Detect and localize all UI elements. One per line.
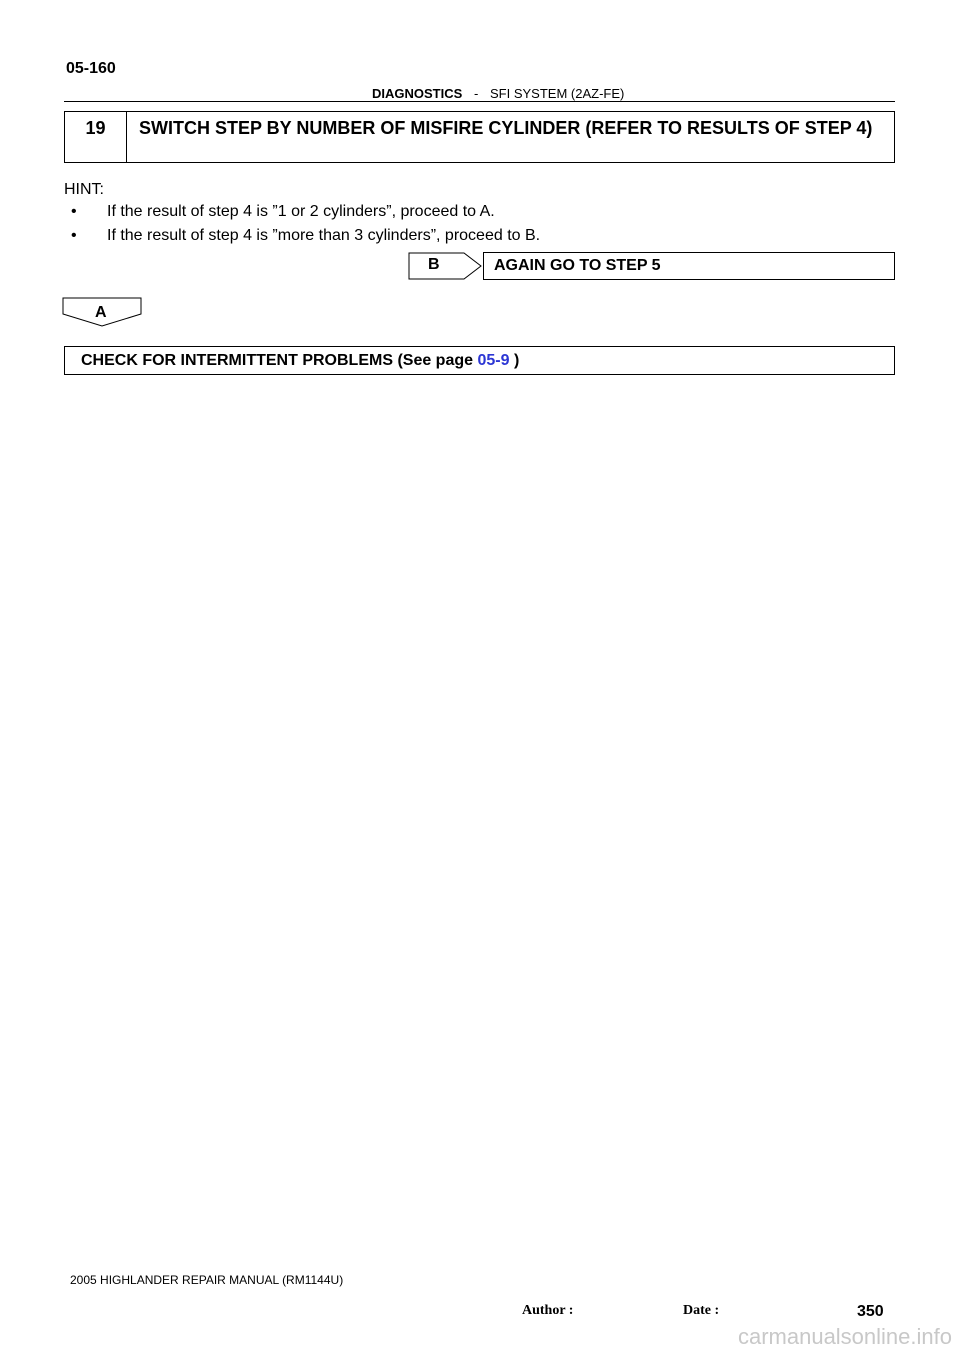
footer-manual: 2005 HIGHLANDER REPAIR MANUAL (RM1144U): [70, 1273, 344, 1287]
check-text: [81, 352, 519, 370]
bullet-icon: •: [71, 203, 77, 220]
page-link[interactable]: 05-9: [477, 352, 510, 369]
step-title: SWITCH STEP BY NUMBER OF MISFIRE CYLINDER (REFER TO RESULTS OF STEP 4): [139, 118, 873, 138]
branch-a-letter: A: [95, 304, 107, 321]
watermark: carmanualsonline.info: [737, 1324, 952, 1349]
branch-b-box: [483, 252, 895, 280]
footer-page-number: 350: [857, 1303, 884, 1320]
hint-item-text: If the result of step 4 is ”more than 3 cylinders”, proceed to B.: [107, 227, 541, 244]
header-rule: [64, 101, 895, 102]
branch-b-arrow-icon: [408, 252, 482, 280]
branch-b-letter: B: [428, 256, 440, 273]
hint-item-text: If the result of step 4 is ”1 or 2 cylinders”, proceed to A.: [107, 203, 495, 220]
branch-b-text: AGAIN GO TO STEP 5: [494, 257, 661, 274]
footer-date-label: Date :: [683, 1303, 720, 1318]
bullet-icon: •: [71, 227, 77, 244]
header-separator: -: [474, 86, 479, 101]
step-number: 19: [65, 112, 127, 162]
header-system: SFI SYSTEM (2AZ-FE): [490, 86, 625, 101]
check-text-after: ): [509, 352, 520, 369]
page-number: 05-160: [66, 60, 116, 77]
check-box: [64, 346, 895, 375]
header-section: DIAGNOSTICS: [372, 86, 463, 101]
step-box: [64, 111, 895, 163]
hint-label: HINT:: [64, 181, 104, 198]
footer-author-label: Author :: [522, 1303, 574, 1318]
check-text-before: CHECK FOR INTERMITTENT PROBLEMS (See page: [81, 352, 478, 369]
